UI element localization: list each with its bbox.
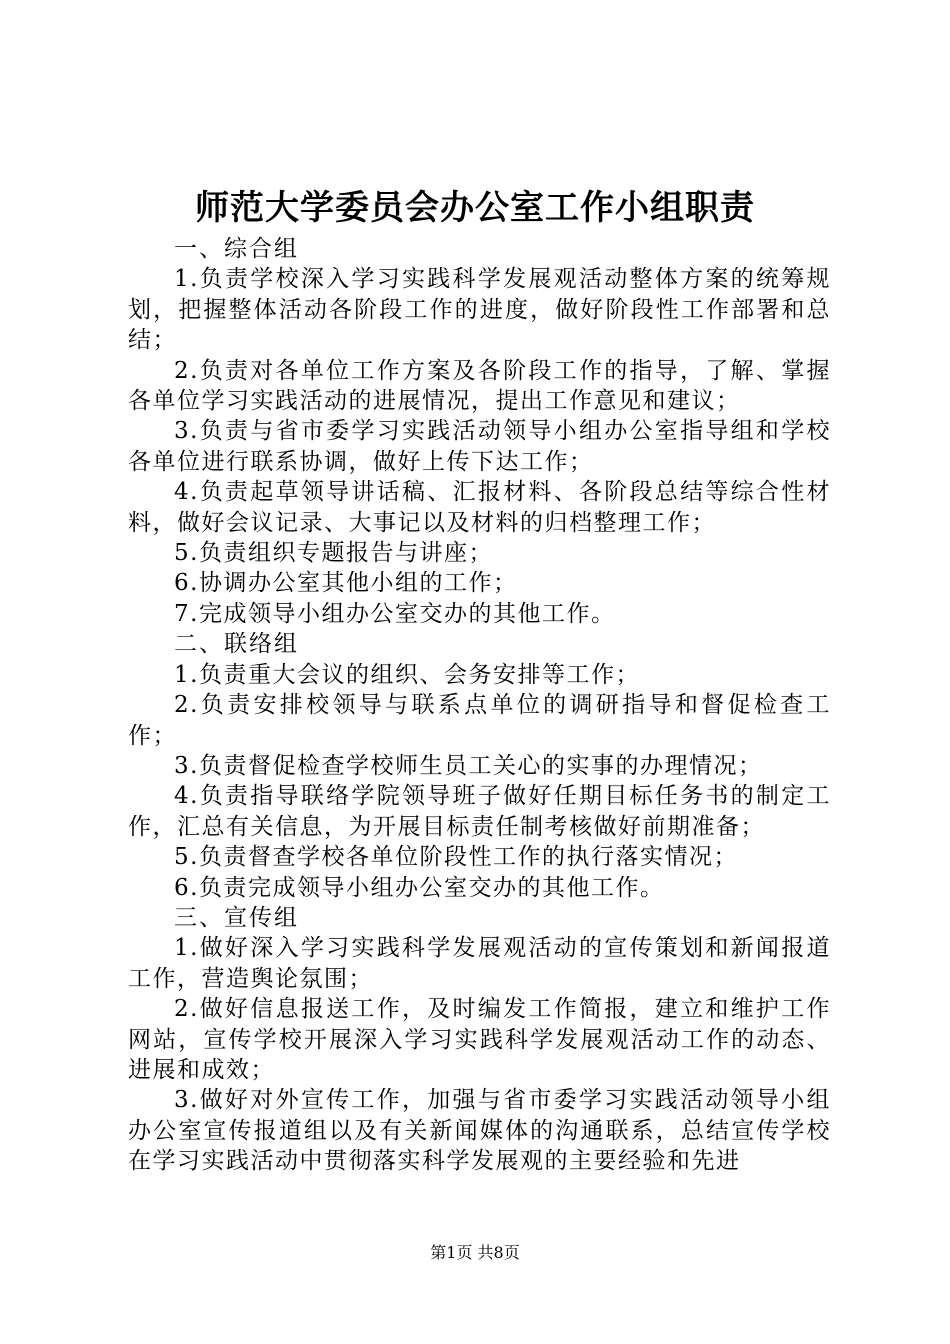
section-heading: 三、宣传组: [174, 904, 299, 931]
list-item: 7.完成领导小组办公室交办的其他工作。: [174, 600, 616, 627]
document-title: 师范大学委员会办公室工作小组职责: [195, 188, 755, 228]
list-item: 3.负责与省市委学习实践活动领导小组办公室指导组和学校各单位进行联系协调，做好上传下达工作；: [128, 418, 831, 475]
list-item: 1.做好深入学习实践科学发展观活动的宣传策划和新闻报道工作，营造舆论氛围；: [128, 935, 831, 992]
page-footer: 第1页 共8页: [430, 1243, 520, 1262]
list-item: 6.负责完成领导小组办公室交办的其他工作。: [174, 874, 665, 901]
list-item: 5.负责督查学校各单位阶段性工作的执行落实情况；: [174, 844, 738, 871]
list-item: 3.负责督促检查学校师生员工关心的实事的办理情况；: [174, 752, 763, 779]
list-item: 2.负责安排校领导与联系点单位的调研指导和督促检查工作；: [128, 692, 831, 749]
list-item: 4.负责起草领导讲话稿、汇报材料、各阶段总结等综合性材料，做好会议记录、大事记以及材料的归档整理工作；: [128, 479, 831, 536]
list-item: 1.负责学校深入学习实践科学发展观活动整体方案的统筹规划，把握整体活动各阶段工作的进度，做好阶段性工作部署和总结；: [128, 266, 831, 354]
list-item: 3.做好对外宣传工作，加强与省市委学习实践活动领导小组办公室宣传报道组以及有关新闻媒体的沟通联系，总结宣传学校在学习实践活动中贯彻落实科学发展观的主要经验和先进: [128, 1087, 831, 1175]
list-item: 6.协调办公室其他小组的工作；: [174, 570, 518, 597]
section-heading: 二、联络组: [174, 631, 299, 658]
document-body: [128, 234, 831, 1177]
list-item: 2.负责对各单位工作方案及各阶段工作的指导，了解、掌握各单位学习实践活动的进展情况，提出工作意见和建议；: [128, 357, 831, 415]
list-item: 2.做好信息报送工作，及时编发工作简报，建立和维护工作网站，宣传学校开展深入学习实践科学发展观活动工作的动态、进展和成效；: [128, 996, 831, 1083]
list-item: 5.负责组织专题报告与讲座；: [174, 540, 493, 567]
section-heading: 一、综合组: [174, 236, 299, 262]
list-item: 4.负责指导联络学院领导班子做好任期目标任务书的制定工作，汇总有关信息，为开展目标责任制考核做好前期准备；: [128, 783, 831, 840]
list-item: 1.负责重大会议的组织、会务安排等工作；: [174, 661, 640, 688]
